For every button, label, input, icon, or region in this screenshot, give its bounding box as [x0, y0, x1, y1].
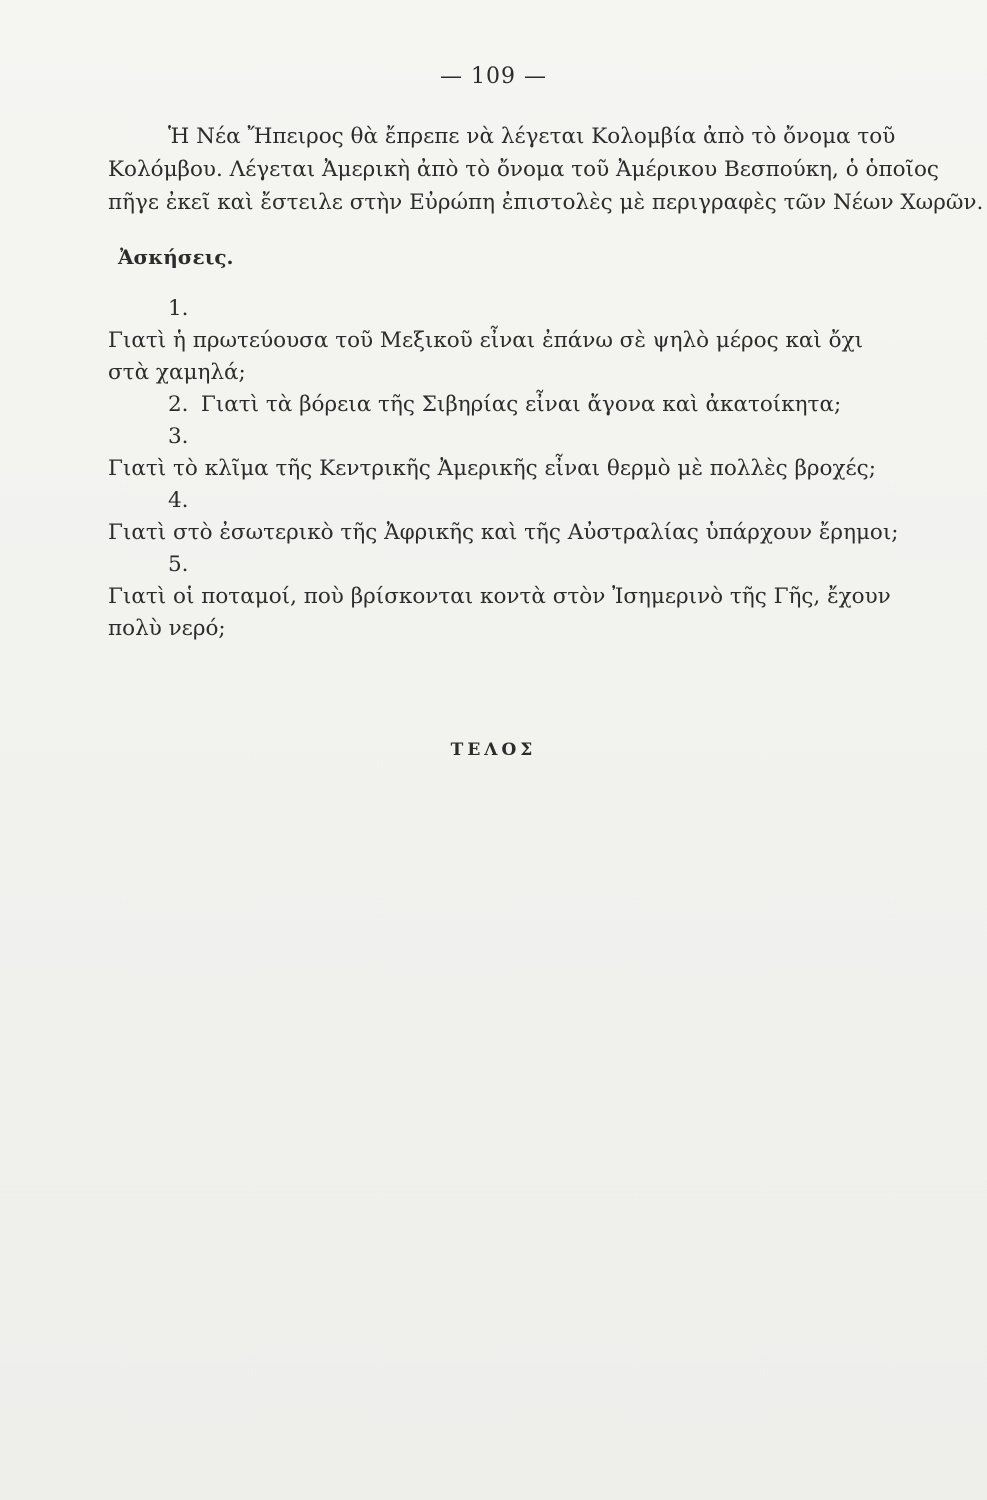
intro-line: πῆγε ἐκεῖ καὶ ἔστειλε στὴν Εὐρώπη ἐπιστολὲς μὲ περιγραφὲς τῶν Νέων Χωρῶν. — [108, 190, 984, 215]
exercise-text: Γιατὶ τὰ βόρεια τῆς Σιβηρίας εἶναι ἄγονα καὶ ἀκατοίκητα; — [200, 392, 842, 417]
exercise-text: Γιατὶ ἡ πρωτεύουσα τοῦ Μεξικοῦ εἶναι ἐπάνω σὲ ψηλὸ μέρος καὶ ὄχι — [108, 328, 864, 353]
exercise-number: 2. — [168, 392, 189, 417]
exercise-item — [108, 389, 953, 421]
end-mark: ΤΕΛΟΣ — [450, 740, 537, 760]
exercise-text-continuation: στὰ χαμηλά; — [108, 360, 246, 385]
exercise-number: 1. — [168, 296, 189, 321]
exercise-item — [108, 485, 953, 549]
intro-paragraph — [108, 120, 984, 219]
exercise-item — [108, 293, 953, 389]
intro-line: Κολόμβου. Λέγεται Ἀμερικὴ ἀπὸ τὸ ὄνομα τοῦ Ἀμέρικου Βεσπούκη, ὁ ὁποῖος — [108, 157, 939, 182]
exercise-item — [108, 549, 953, 645]
exercise-number: 3. — [168, 424, 189, 449]
exercise-text: Γιατὶ στὸ ἐσωτερικὸ τῆς Ἀφρικῆς καὶ τῆς Αὐστραλίας ὑπάρχουν ἔρημοι; — [108, 520, 899, 545]
page-number: — 109 — — [440, 64, 547, 89]
exercise-number: 4. — [168, 488, 189, 513]
exercise-text: Γιατὶ τὸ κλῖμα τῆς Κεντρικῆς Ἀμερικῆς εἶναι θερμὸ μὲ πολλὲς βροχές; — [108, 456, 876, 481]
exercise-text: Γιατὶ οἱ ποταμοί, ποὺ βρίσκονται κοντὰ στὸν Ἰσημερινὸ τῆς Γῆς, ἔχουν — [108, 584, 891, 609]
intro-line: Ἡ Νέα Ἤπειρος θὰ ἔπρεπε νὰ λέγεται Κολομβία ἀπὸ τὸ ὄνομα τοῦ — [168, 124, 896, 149]
exercises-heading: Ἀσκήσεις. — [118, 245, 234, 269]
exercise-text-continuation: πολὺ νερό; — [108, 616, 226, 641]
exercise-number: 5. — [168, 552, 189, 577]
exercise-item — [108, 421, 953, 485]
exercises-list — [108, 293, 953, 645]
